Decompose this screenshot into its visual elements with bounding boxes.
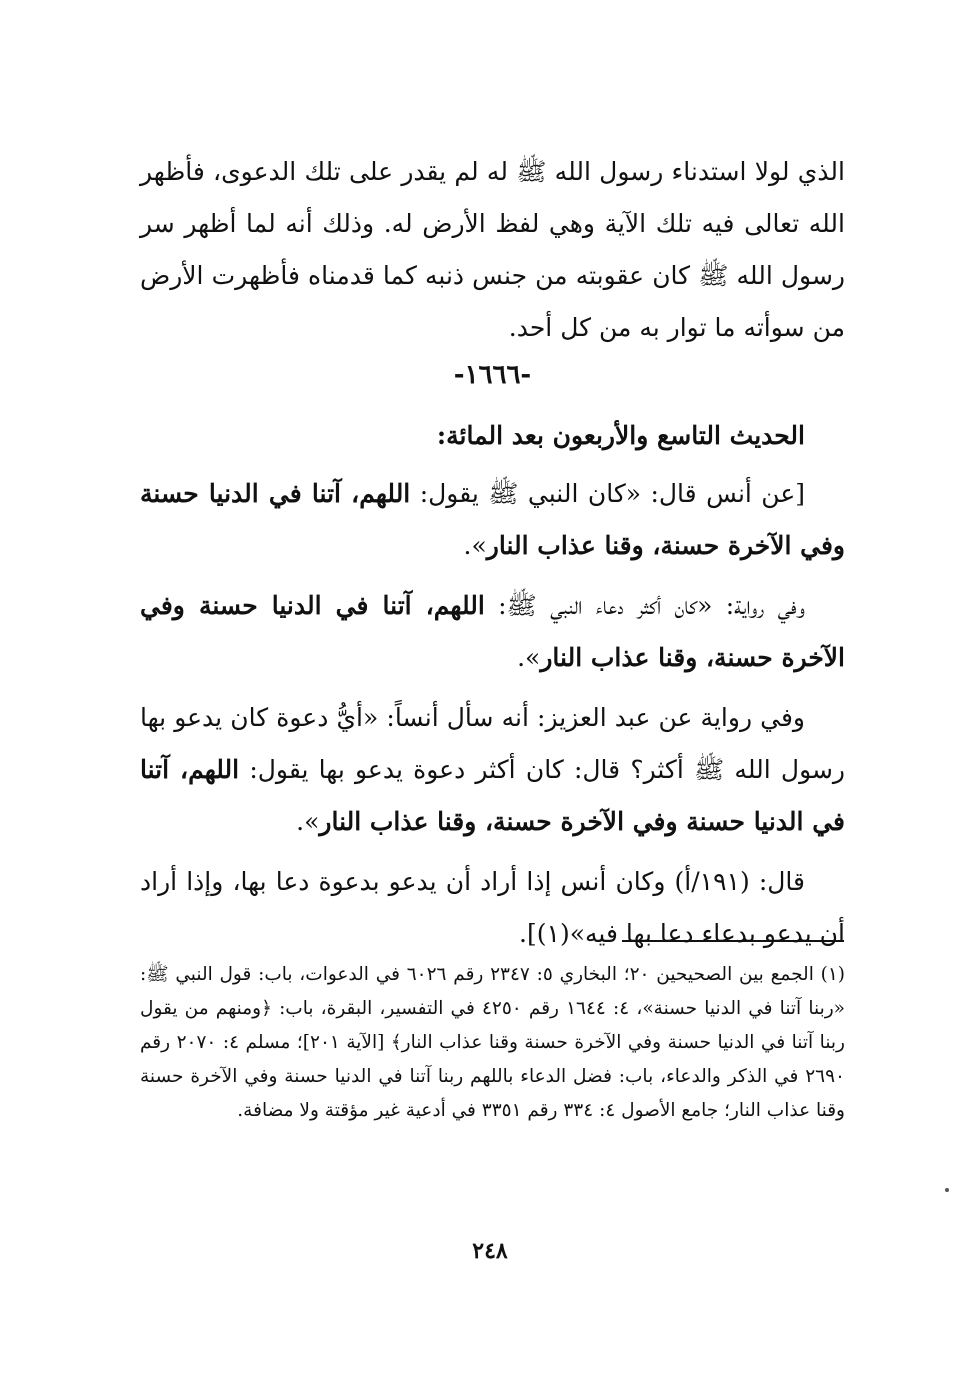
footnotes [140, 958, 845, 1128]
narration-3 [140, 692, 845, 848]
narration-1 [140, 468, 845, 572]
hadith-number: -١٦٦٦- [453, 360, 532, 390]
narration-1-end: ». [463, 531, 487, 560]
page-number: ٢٤٨ [472, 1238, 508, 1264]
hadith-narrations [140, 468, 845, 968]
narration-1-dua: اللهم، آتنا في الدنيا حسنة وفي الآخرة حسنة، وقنا عذاب النار [140, 479, 845, 560]
narration-2-end: ». [517, 643, 541, 672]
hadith-title-block [140, 410, 845, 470]
narration-3-end: ». [296, 807, 320, 836]
narration-3-intro: وفي رواية عن عبد العزيز: أنه سأل أنساً: «أيُّ دعوة كان يدعو بها رسول الله ﷺ أكثر؟ قال: كان أكثر دعوة يدعو بها يقول: [140, 703, 846, 784]
narration-2-intro: وفي رواية: «كان أكثر دعاء النبي ﷺ: [484, 591, 806, 620]
intro-text: الذي لولا استدناء رسول الله ﷺ له لم يقدر على تلك الدعوى، فأظهر الله تعالى فيه تلك الآية وهي لفظ الأرض له. وذلك أنه لما أظهر سر رسول الله ﷺ كان عقوبته من جنس ذنبه كما قدمناه فأظهرت الأرض من سوأته ما توار به من كل أحد. [140, 157, 845, 342]
narration-2 [140, 580, 845, 684]
narration-1-intro: [عن أنس قال: «كان النبي ﷺ يقول: [410, 479, 806, 508]
scan-speck [945, 1188, 949, 1192]
narration-2-dua: اللهم، آتنا في الدنيا حسنة وفي الآخرة حسنة، وقنا عذاب النار [140, 591, 845, 672]
footnote-separator [622, 940, 844, 942]
intro-paragraph [140, 146, 845, 354]
narration-4: قال: (١٩١/أ) وكان أنس إذا أراد أن يدعو بدعوة دعا بها، وإذا أراد أن يدعو بدعاء دعا بها فيه»(١)]. [140, 867, 845, 948]
narration-3-dua: اللهم، آتنا في الدنيا حسنة وفي الآخرة حسنة، وقنا عذاب النار [140, 755, 845, 836]
footnote-1: (١) الجمع بين الصحيحين ٢٠؛ البخاري ٥: ٢٣٤٧ رقم ٦٠٢٦ في الدعوات، باب: قول النبي ﷺ: «ربنا آتنا في الدنيا حسنة»، ٤: ١٦٤٤ رقم ٤٢٥٠ في التفسير، البقرة، باب: ﴿ومنهم من يقول ربنا آتنا في الدنيا حسنة وفي الآخرة حسنة وقنا عذاب النار﴾ [الآية ٢٠١]؛ مسلم ٤: ٢٠٧٠ رقم ٢٦٩٠ في الذكر والدعاء، باب: فضل الدعاء باللهم ربنا آتنا في الدنيا حسنة وفي الآخرة حسنة وقنا عذاب النار؛ جامع الأصول ٤: ٣٣٤ رقم ٣٣٥١ في أدعية غير مؤقتة ولا مضافة. [140, 964, 845, 1121]
hadith-title: الحديث التاسع والأربعون بعد المائة: [436, 421, 805, 450]
